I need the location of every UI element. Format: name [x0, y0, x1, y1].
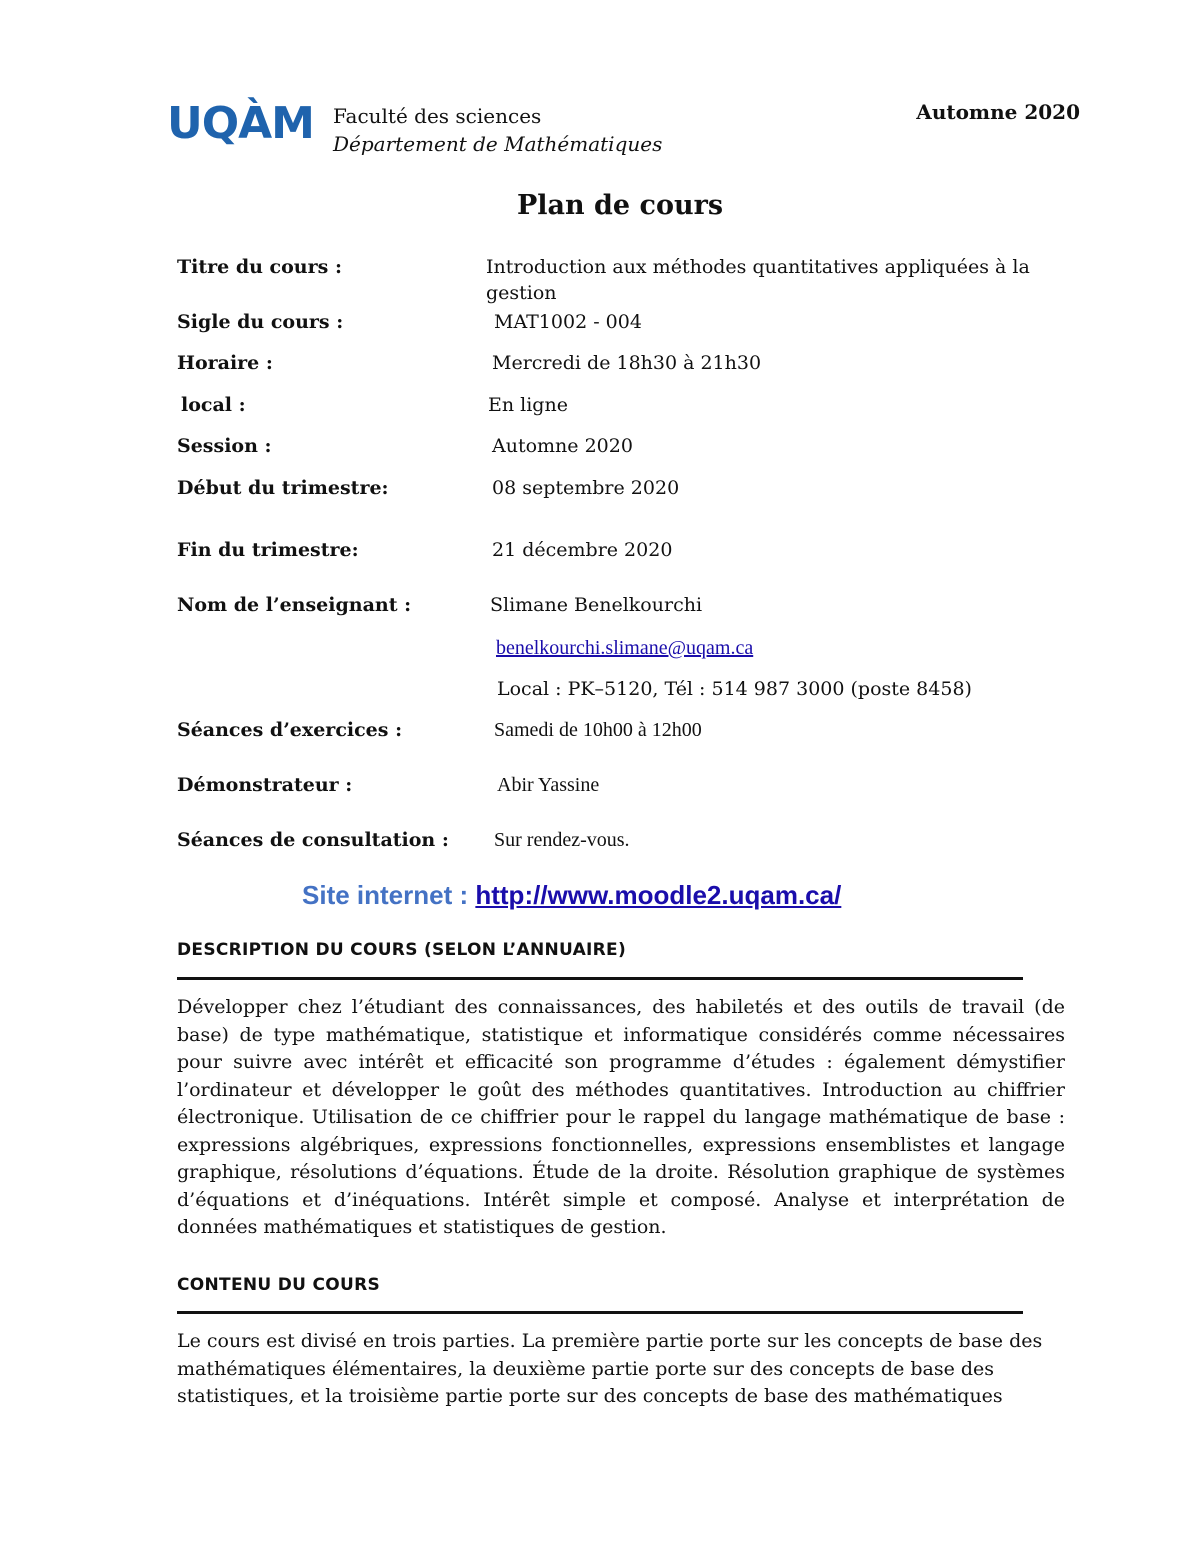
session-value: Automne 2020: [492, 435, 633, 457]
semester-header: Automne 2020: [916, 100, 1080, 124]
description-divider: [177, 977, 1023, 980]
content-text: Le cours est divisé en trois parties. La première partie porte sur les concepts de base des mathématiques élémentaires, la deuxième partie porte sur des concepts de base des statistiques, et la troisième partie porte sur des concepts de base des mathématiques: [177, 1330, 1043, 1407]
room-label: local :: [181, 394, 246, 416]
session-label: Session :: [177, 435, 272, 457]
demonstrator-label: Démonstrateur :: [177, 774, 353, 796]
teacher-label: Nom de l’enseignant :: [177, 594, 412, 616]
teacher-office: Local : PK–5120, Tél : 514 987 3000 (poste 8458): [497, 678, 972, 700]
teacher-value: Slimane Benelkourchi: [490, 594, 703, 616]
course-title-label: Titre du cours :: [177, 256, 342, 278]
teacher-email-line: [496, 635, 753, 661]
website-label: Site internet :: [302, 880, 476, 910]
schedule-label: Horaire :: [177, 352, 273, 374]
course-title-text: Introduction aux méthodes quantitatives appliquées à la gestion: [486, 256, 1030, 304]
content-heading: CONTENU DU COURS: [177, 1275, 381, 1295]
course-title-value: [486, 254, 1066, 306]
website-line: [302, 880, 841, 911]
faculty-block: [333, 102, 662, 158]
schedule-value: Mercredi de 18h30 à 21h30: [492, 352, 762, 374]
consultation-label: Séances de consultation :: [177, 829, 449, 851]
end-value: 21 décembre 2020: [492, 539, 673, 561]
teacher-email-link[interactable]: benelkourchi.slimane@uqam.ca: [496, 637, 754, 659]
description-text: Développer chez l’étudiant des connaissances, des habiletés et des outils de travail (de base) de type mathématique, statistique et informatique considérés comme nécessaires pour suivre avec intérêt et efficacité son programme d’études : également démystifier l’ordinateur et développer le goût des méthodes quantitatives. Introduction au chiffrier électronique. Utilisation de ce chiffrier pour le rappel du langage mathématique de base : expressions algébriques, expressions fonctionnelles, expressions ensemblistes et langage graphique, résolutions d’équations. Étude de la droite. Résolution graphique de systèmes d’équations et d’inéquations. Intérêt simple et composé. Analyse et interprétation de données mathématiques et statistiques de gestion.: [177, 996, 1065, 1238]
start-value: 08 septembre 2020: [492, 477, 680, 499]
content-divider: [177, 1311, 1023, 1314]
start-label: Début du trimestre:: [177, 477, 389, 499]
description-heading: DESCRIPTION DU COURS (SELON L’ANNUAIRE): [177, 940, 627, 960]
room-value: En ligne: [488, 394, 568, 416]
end-label: Fin du trimestre:: [177, 539, 359, 561]
consultation-value: Sur rendez-vous.: [494, 829, 630, 851]
exercises-value: Samedi de 10h00 à 12h00: [494, 719, 702, 741]
demonstrator-value: Abir Yassine: [497, 774, 600, 796]
website-link[interactable]: http://www.moodle2.uqam.ca/: [475, 880, 842, 910]
department-name: Département de Mathématiques: [333, 132, 663, 156]
uqam-logo: UQÀM: [167, 98, 314, 149]
code-value: MAT1002 - 004: [494, 311, 642, 333]
code-label: Sigle du cours :: [177, 311, 344, 333]
exercises-label: Séances d’exercices :: [177, 719, 403, 741]
page-title: Plan de cours: [516, 190, 724, 221]
faculty-name: Faculté des sciences: [333, 104, 542, 128]
